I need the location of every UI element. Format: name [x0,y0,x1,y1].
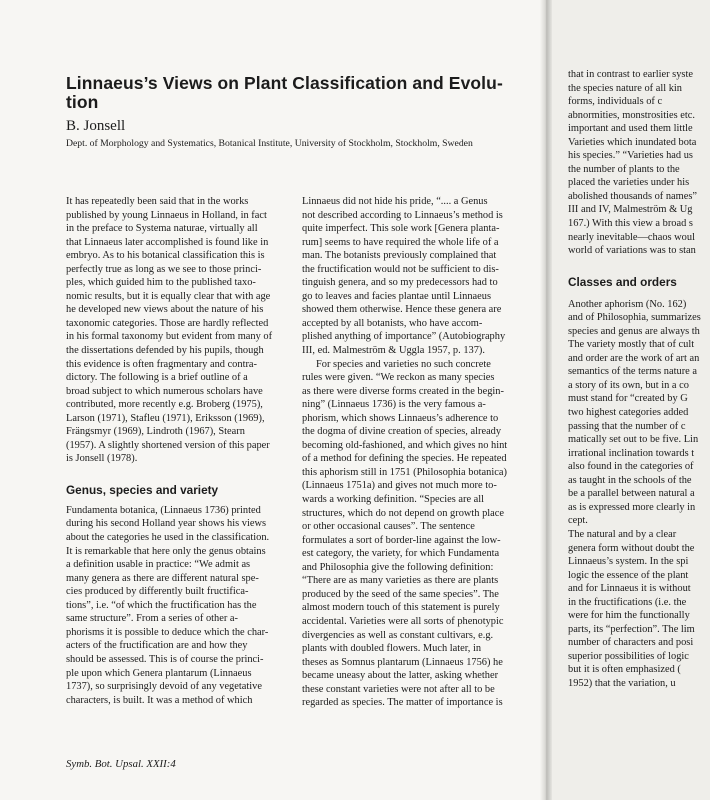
text-line: phorisms it is possible to deduce which the char- [66,626,269,638]
text-line: go to leaves and facies plantae until Linnaeus [302,290,491,302]
text-line: and order are the work of art an [568,352,700,364]
text-line: many genera as there are different natural spe- [66,572,259,584]
text-line: cies produced by differently built fructifica- [66,586,249,598]
text-line: (Linnaeus 1751a) and gives not much more to- [302,480,497,492]
text-line: tions”, i.e. “of which the fructification has the [66,599,257,611]
text-line: structures, which do not depend on growth place [302,507,504,519]
text-line: III and IV, Malmeström & Ug [568,204,693,216]
text-line: as there were diverse forms created in the begin- [302,385,504,397]
text-line: also found in the categories of [568,461,694,473]
text-line: man. The botanists previously complained that [302,250,497,262]
text-line: characters, is built. It was a method of which [66,694,253,706]
text-line: Fundamenta botanica, (Linnaeus 1736) printed [66,504,261,516]
text-line: the fructification would not be sufficient to dis- [302,263,499,275]
text-line: passing that the number of c [568,420,686,432]
text-line: divergencies as well as constant cultivars, e.g. [302,629,494,641]
text-line: It has repeatedly been said that in the works [66,196,249,207]
text-line: embryo. As to his botanical classification this is [66,250,265,262]
text-line: irrational inclination towards t [568,447,695,459]
text-line: nomic results, but it is equally clear that with age [66,290,271,302]
author-name: B. Jonsell [66,118,126,134]
text-line: 1952) that the variation, u [568,677,676,689]
text-line: abnormities, monstrosities etc. [568,109,695,121]
text-line: must stand for “created by G [568,393,688,405]
text-line: in the preface to Systema naturae, virtually all [66,223,258,235]
body-paragraph [302,195,531,358]
text-line: during his second Holland year shows his views [66,518,266,530]
text-line: acters of the fructification are and how they [66,640,248,652]
text-line: Varieties which inundated bota [568,136,697,148]
text-line: this evidence is often fragmentary and contra- [66,358,257,370]
text-line: wards a working definition. “Species are all [302,494,485,506]
text-line: It is remarkable that here only the genus obtains [66,545,266,557]
author-affiliation: Dept. of Morphology and Systematics, Botanical Institute, University of Stockholm, Stockholm, Sweden [66,138,473,149]
text-line: phorism, which shows Linnaeus’s adherence to [302,412,499,424]
text-line: number of characters and posi [568,637,694,649]
text-line: the species nature of all kin [568,82,682,94]
body-paragraph [66,504,295,707]
text-line: ning” (Linnaeus 1736) is the very famous a- [302,399,486,411]
text-line: plished anything of importance” (Autobiography [302,331,506,343]
text-line: not described according to Linnaeus’s method is [302,209,503,221]
text-line: Linnaeus did not hide his pride, “.... a Genus [302,196,488,207]
text-line: becoming old-fashioned, and which gives no hint [302,439,508,451]
text-line: semantics of the terms nature a [568,366,697,378]
text-line: published by young Linnaeus in Holland, in fact [66,209,267,221]
section-heading-genus-species-variety: Genus, species and variety [66,482,219,497]
text-line: almost modern touch of this statement is purely [302,602,500,614]
text-line: in the fructifications (i.e. the [568,596,687,608]
text-line: and Philosophia give the following definition: [302,561,494,573]
journal-footer: Symb. Bot. Upsal. XXII:4 [66,758,176,770]
text-line: became uneasy about the latter, asking whether [302,670,499,682]
text-line: Larson (1971), Stafleu (1971), Eriksson (1969), [66,412,265,424]
text-line: placed the varieties under his [568,177,690,189]
intro-paragraph [66,195,295,466]
text-line: as taught in the schools of the [568,474,692,486]
text-column-right [302,195,531,710]
text-line: forms, individuals of c [568,96,663,108]
text-line: 167.) With this view a broad s [568,218,693,230]
text-line: dictory. The following is a brief outline of a [66,372,248,384]
text-line: in his formal taxonomy but evident from many of [66,331,273,343]
text-line: ples, which guided him to the published taxo- [66,277,256,289]
text-line: 1737), so surprisingly devoid of any vegetative [66,681,262,693]
text-line: taxonomic categories. Those are hardly reflected [66,317,269,329]
right-page [552,0,710,800]
text-line: cept. [568,515,588,527]
text-line: III, ed. Malmeström & Uggla 1957, p. 137). [302,345,485,357]
text-line: quite imperfect. This sole work [Genera planta- [302,223,500,235]
text-line: regarded as species. The matter of importance is [302,697,503,709]
text-line: accepted by all botanists, who have accom- [302,317,483,329]
text-line: a story of its own, but in a co [568,379,689,391]
section-heading-classes-orders: Classes and orders [568,274,677,289]
text-line: produced by the seed of the same species”. The [302,588,499,600]
text-line: and of Philosophia, summarizes [568,312,701,324]
text-line: and for Linnaeus it is without [568,583,691,595]
text-line: parts, its “perfection”. The lim [568,623,695,635]
text-line: The variety mostly that of cult [568,339,695,351]
text-line: his species.” “Varieties had us [568,150,693,162]
text-line: the number of plants to the [568,163,680,175]
right-page-paragraph [568,298,710,691]
text-line: but it is often emphasized ( [568,664,681,676]
text-line: “There are as many varieties as there are plants [302,575,499,587]
text-line: the dogma of divine creation of species, already [302,426,502,438]
text-line: Linnaeus’s system. In the spi [568,556,689,568]
text-line: genera form without doubt the [568,542,695,554]
text-line: as is expressed more clearly in [568,501,696,513]
text-line: tinguish genera, and so my predecessors had to [302,277,498,289]
text-line: same structure”. From a series of other a- [66,613,238,625]
text-line: superior possibilities of logic [568,650,689,662]
text-line: or other occasional causes”. The sentence [302,521,475,533]
text-line: about the categories he used in the classification. [66,532,270,544]
text-line: abolished thousands of names” [568,190,697,202]
text-line: the dissertations defended by his pupils, though [66,345,264,357]
text-line: plants with doubled flowers. Much later, in [302,643,482,655]
text-column-left [66,195,295,707]
text-line: rules were given. “We reckon as many species [302,372,495,384]
text-line: he developed new views about the nature of his [66,304,264,316]
right-page-text [568,68,710,691]
page-gutter [540,0,552,800]
right-page-paragraph [568,68,710,258]
text-line: logic the essence of the plant [568,569,689,581]
text-line: two highest categories added [568,407,689,419]
text-line: ple upon which Genera plantarum (Linnaeus [66,667,252,679]
text-line: world of variations was to stan [568,245,696,257]
text-line: accidental. Varieties were all sorts of phenotypic [302,615,504,627]
text-line: is Jonsell (1978). [66,453,138,465]
text-line: this aphorism still in 1751 (Philosophia botanica) [302,466,507,478]
text-line: of a method for defining the species. He repeated [302,453,507,465]
text-line: est category, the variety, for which Fundamenta [302,548,500,560]
text-line: a definition usable in practice: “We admit as [66,559,251,571]
text-line: rum] seems to have required the whole life of a [302,236,499,248]
text-line: important and used them little [568,123,693,135]
text-line: should be assessed. This is of course the princi- [66,653,264,665]
text-line: For species and varieties no such concrete [316,358,491,370]
text-line: The natural and by a clear [568,528,677,540]
text-line: species and genus are always th [568,325,700,337]
article-title: Linnaeus’s Views on Plant Classification and Evolu-tion [66,73,503,112]
text-line: these constant varieties were not after all to be [302,683,495,695]
text-line: be a parallel between natural a [568,488,695,500]
text-line: perfectly true as long as we see to those princi- [66,263,262,275]
text-line: contributed, more recently e.g. Broberg (1975), [66,399,263,411]
text-line: broad subject to which numerous scholars have [66,385,263,397]
text-line: (1957). A slightly shortened version of this paper [66,439,270,451]
text-line: that in contrast to earlier syste [568,69,693,80]
text-line: that Linnaeus later accomplished is found like in [66,236,269,248]
text-line: matically set out to be five. Lin [568,434,699,446]
body-paragraph [302,358,531,710]
text-line: nearly inevitable—chaos woul [568,231,695,243]
text-line: showed them otherwise. Hence these genera are [302,304,502,316]
text-line: Another aphorism (No. 162) [568,298,687,310]
text-line: Frängsmyr (1969), Lindroth (1967), Stearn [66,426,245,438]
text-line: theses as Somnus plantarum (Linnaeus 1756) he [302,656,503,668]
text-line: were for him the functionally [568,610,690,622]
text-line: formulates a sort of border-line against the low- [302,534,501,546]
